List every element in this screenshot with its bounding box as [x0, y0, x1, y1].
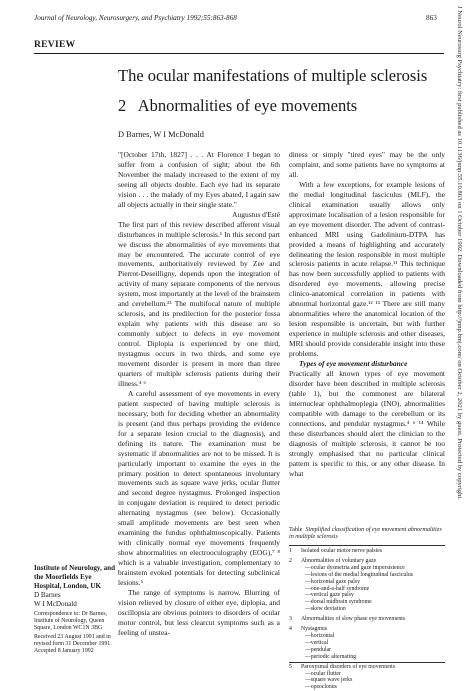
table-caption-text: Simplified classification of eye movement abnormalities in multiple sclerosis: [289, 527, 442, 541]
affiliation-author: W I McDonald: [34, 600, 77, 608]
article-title: The ocular manifestations of multiple sclerosis: [118, 66, 428, 85]
table-row: [289, 558, 445, 565]
paragraph: With a few exceptions, for example lesions of the medial longitudinal fasciculus (MLF), the clinical examination usually allows only approximate localisation of a lesion responsible for an eye movement disorder. The advent of contrast-enhanced MRI using Gadolinium-DTPA has provided a means of highlighting and accurately delineating the lesion responsible in most multiple sclerosis patients in acute relapse.¹¹ This technique has now been successfully applied to patients with disordered eye movements, allowing precise clinico-anatomical correlation in patients with abnormal horizontal gaze.¹² ¹³ There are still many abnormalities where the anatomical location of the lesion responsible is uncertain, but with further experience in multiple sclerosis and other diseases, MRI should provide considerable insight into these problems.: [289, 179, 445, 359]
body-column-left: [118, 150, 280, 638]
epigraph-attribution: Augustus d'Esté: [232, 209, 280, 219]
table-row-number: 2: [289, 557, 292, 564]
table-row-label: Abnormalities of slow phase eye movements: [301, 616, 406, 623]
table-top-rule: [289, 545, 445, 546]
table-subitem: —periodic alternating: [305, 653, 357, 660]
section-label: REVIEW: [34, 40, 76, 50]
epigraph-quote: "[October 17th, 1827] . . . At Florence I began to suffer from a confusion of sight; about the 6th November the malady increased to the extent of my seeing all objects double. Each eye had its separate vision . . . the malady of my Eyes abated, I again saw all objects actually in their single state.": [118, 150, 280, 209]
header-rule: [34, 53, 444, 54]
paragraph: Practically all known types of eye movement disorder have been described in multiple sclerosis (table 1), but the commonest are bilateral internuclear ophthalmoplegia (INO), abnormalities compatible with damage to the cerebellum or its connections, and pendular nystagmus.⁴ ⁶ ¹⁴ While these disturbances should alert the clinician to the diagnosis of multiple sclerosis, it cannot be too strongly emphasised that no particular clinical pattern is specific to this, or any other disease. In what: [289, 368, 445, 478]
table-subitem: —pendular: [305, 646, 332, 653]
paragraph: The first part of this review described afferent visual disturbances in multiple sclerosis.¹ In this second part we discuss the abnormalities of eye movements that may be encountered. The accurate control of eye movements, authoritatively reviewed by Zee and Pierrot-Deseilligny, depends upon the integration of activity of many separate components of the nervous system, most importantly at the level of the brainstem and cerebellum.²³ The multifocal nature of multiple sclerosis, and its predilection for the posterior fossa explain why patients with this disease are so commonly subject to defects in eye movement control. Diplopia is experienced by one third, nystagmus occurs in two thirds, and some eye movement disorder is present in more than three quarters of multiple sclerosis patients during their illness.⁴ ⁶: [118, 219, 280, 388]
sidebar-text: J Neurol Neurosurg Psychiatry: first published as 10.1136/jnnp.55.10.863 on 1 October 1992. Downloaded from http://jnnp.bmj.com/ on October 2, 2021 by guest. Protected by copyright.: [456, 6, 463, 500]
table-row-label: Abnormalities of voluntary gaze: [301, 557, 377, 564]
section-heading: Types of eye movement disturbance: [299, 359, 408, 369]
table-caption: [289, 527, 445, 542]
table-row-label: Isolated ocular motor nerve palsies: [301, 548, 383, 554]
table-subitem: —ocular dysmetria and gaze impersistence: [305, 564, 405, 571]
table-subitem: —dorsal midbrain syndrome: [305, 599, 372, 606]
table-subitem: —opsoclonus: [305, 684, 337, 691]
table-row: [289, 626, 445, 633]
running-head: Journal of Neurology, Neurosurgery, and Psychiatry 1992;55:863-868: [34, 14, 237, 22]
table-subitem: —ocular flutter: [305, 670, 341, 677]
table-subitem: —lesions of the medial longitudinal fasciculus: [305, 571, 414, 578]
institution: Institute of Neurology, and the Moorfields Eye Hospital, London, UK: [34, 564, 116, 590]
received-date: Received 23 August 1991 and in revised form 31 December 1991.: [34, 634, 112, 647]
table-subitem: —vertical gaze palsy: [305, 592, 354, 599]
page-number: 863: [426, 14, 437, 22]
article-subtitle: 2 Abnormalities of eye movements: [118, 96, 358, 115]
table-row-number: 1: [289, 548, 292, 554]
table-row: [289, 616, 445, 623]
table-subitem: —one-and-a-half syndrome: [305, 585, 370, 592]
table-row: [289, 548, 445, 555]
table-row-number: 3: [289, 616, 292, 623]
paragraph: A careful assessment of eye movements in every patient suspected of having multiple sclerosis is necessary, both for deciding whether an abnormality is present (and thus perhaps providing the evidence for a separate lesion crucial to the diagnosis), and defining its nature. The examination must be systematic if abnormalities are not to be missed. It is particularly important to examine the eyes in the primary position to detect spontaneous involuntary movements such as square wave jerks, ocular flutter and second degree nystagmus. Prolonged inspection in conjugate deviation is required to detect periodic alternating nystagmus (see below). Occasionally small amplitude movements are best seen when examining the fundus ophthalmoscopically. Patients with clinically normal eye movements frequently show abnormalities on electrooculography (EOG),⁷ ⁸ which is a valuable investigation, complementary to brainstem evoked potentials for detecting subclinical lesions.⁵: [118, 388, 280, 587]
table-subitem: —square wave jerks: [305, 677, 353, 684]
table-row-label: Nystagmus: [301, 626, 328, 633]
table-row-label: Paroxysmal disorders of eye movements: [301, 663, 396, 670]
table-subitem: —horizontal gaze palsy: [305, 578, 361, 585]
table-caption-label: Table: [289, 527, 303, 533]
body-column-right: [289, 150, 445, 478]
paragraph: diness or simply "tired eyes" may be the only complaint, and some patients have no symptoms at all.: [289, 150, 445, 179]
author-list: D Barnes, W I McDonald: [118, 130, 204, 139]
table-subitem: —skew deviation: [305, 606, 346, 613]
affiliation-block: [34, 564, 116, 655]
table-subitem: —horizontal: [305, 632, 335, 639]
table-row-number: 5: [289, 663, 292, 670]
table-subitem: —vertical: [305, 639, 329, 646]
paragraph: The range of symptoms is narrow. Blurring of vision relieved by closure of either eye, diplopia, and oscillopsia are obvious pointers to disorders of ocular motor control, but less clearcut symptoms such as a feeling of unstea-: [118, 587, 280, 637]
accepted-date: Accepted 8 January 1992: [34, 648, 94, 654]
copyright-sidebar: [453, 6, 467, 664]
correspondence: Correspondence to: Dr Barnes, Institute of Neurology, Queen Square, London WC1N 3BG: [34, 611, 107, 631]
table-row: [289, 664, 445, 671]
table-bottom-rule: [289, 662, 445, 663]
table-row-number: 4: [289, 626, 292, 633]
affiliation-author: D Barnes: [34, 591, 61, 599]
